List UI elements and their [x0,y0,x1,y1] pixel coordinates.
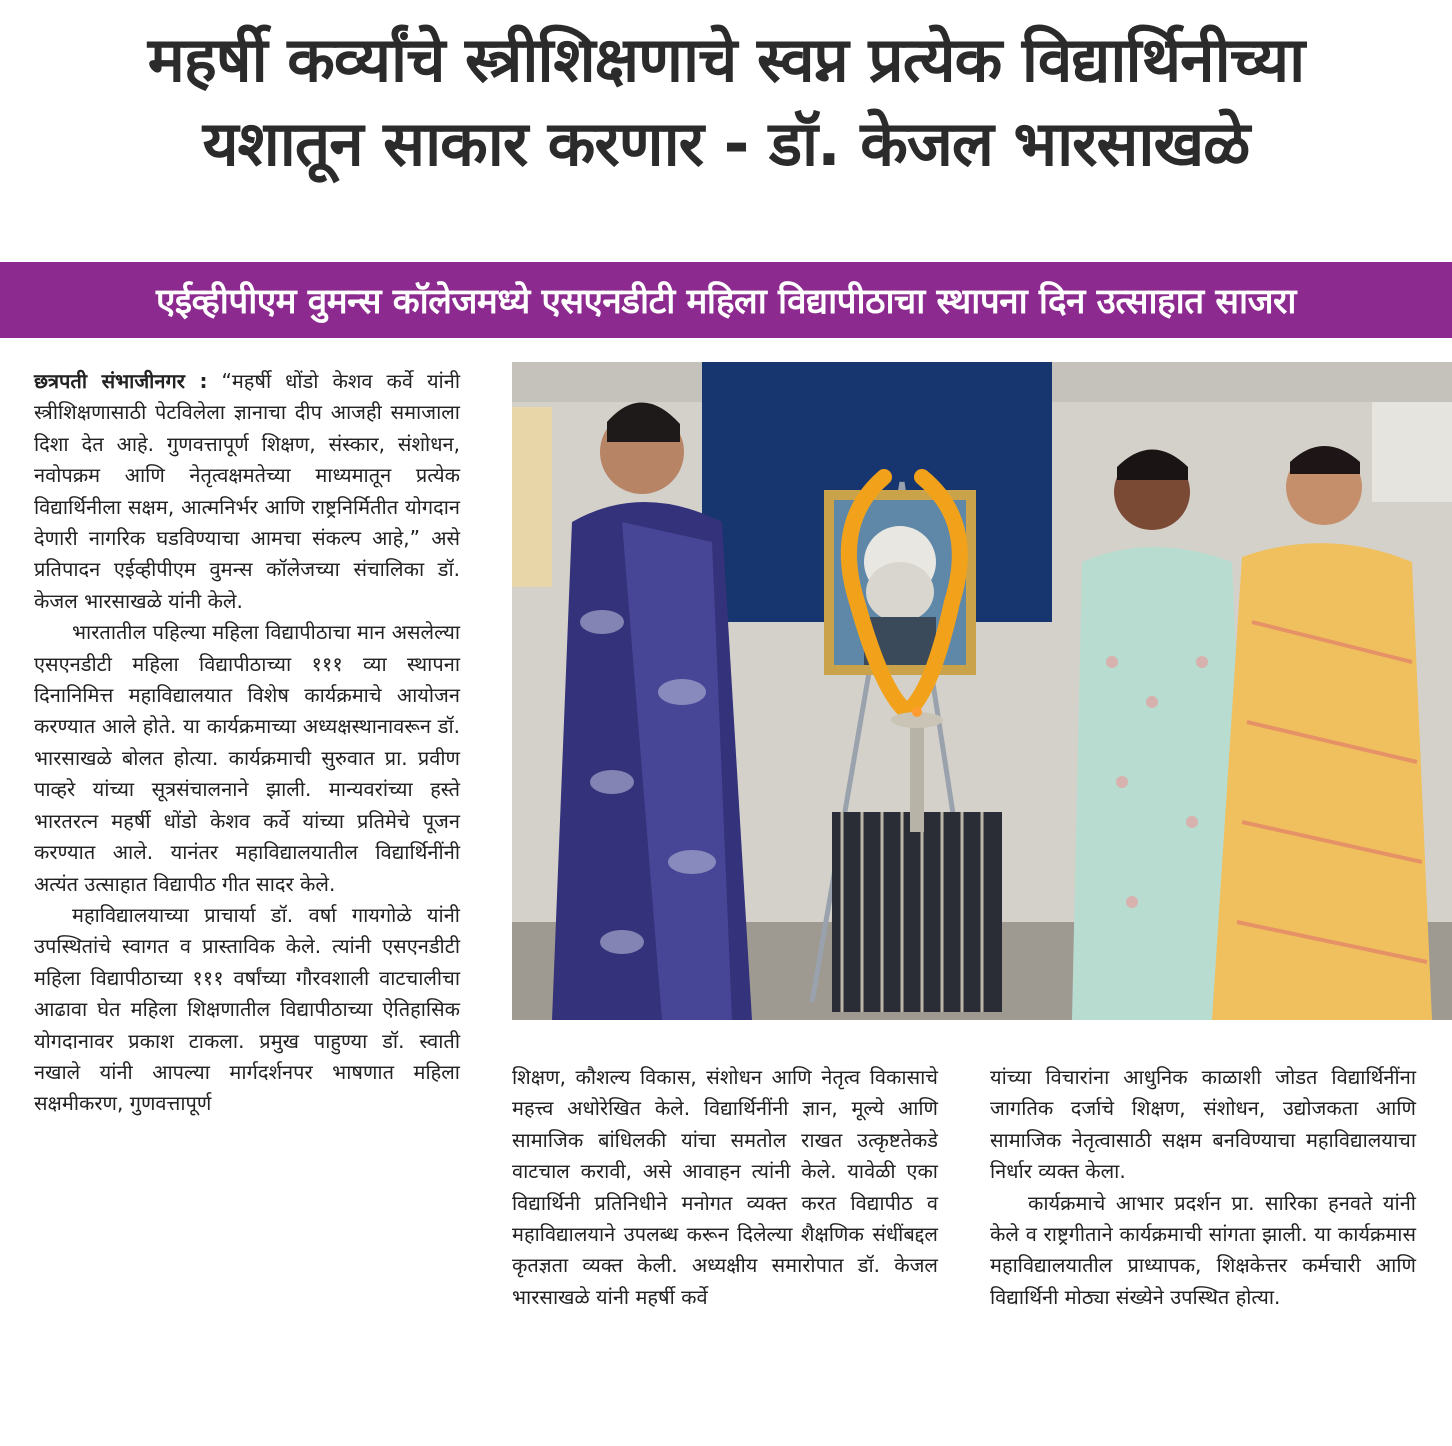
event-photo-illustration [512,362,1452,1020]
subheadline-text: एईव्हीपीएम वुमन्स कॉलेजमध्ये एसएनडीटी महिला विद्यापीठाचा स्थापना दिन उत्साहात साजरा [156,281,1296,322]
article-paragraph: भारतातील पहिल्या महिला विद्यापीठाचा मान असलेल्या एसएनडीटी महिला विद्यापीठाच्या १११ व्या स्थापना दिनानिमित्त महाविद्यालयात विशेष कार्यक्रमाचे आयोजन करण्यात आले होते. या कार्यक्रमाच्या अध्यक्षस्थानावरून डॉ. भारसाखळे बोलत होत्या. कार्यक्रमाची सुरुवात प्रा. प्रवीण पाव्हरे यांच्या सूत्रसंचालनाने झाली. मान्यवरांच्या हस्ते भारतरत्न महर्षी धोंडो केशव कर्वे यांच्या प्रतिमेचे पूजन करण्यात आले. यानंतर महाविद्यालयातील विद्यार्थिनींनी अत्यंत उत्साहात विद्यापीठ गीत सादर केले. [34,620,460,896]
headline-line-1: महर्षी कर्व्यांचे स्त्रीशिक्षणाचे स्वप्न प्रत्येक विद्यार्थिनीच्या [147,23,1305,96]
article-paragraph: महाविद्यालयाच्या प्राचार्या डॉ. वर्षा गायगोळे यांनी उपस्थितांचे स्वागत व प्रास्ताविक केले. त्यांनी एसएनडीटी महिला विद्यापीठाच्या १११ वर्षांच्या गौरवशाली वाटचालीचा आढावा घेत महिला शिक्षणातील विद्यापीठाच्या ऐतिहासिक योगदानावर प्रकाश टाकला. प्रमुख पाहुण्या डॉ. स्वाती नखाले यांनी आपल्या मार्गदर्शनपर भाषणात महिला सक्षमीकरण, गुणवत्तापूर्ण [34,902,460,1116]
subheadline-banner [0,262,1452,338]
article-paragraph [34,366,460,617]
headline-line-2: यशातून साकार करणार - डॉ. केजल भारसाखळे [202,107,1250,180]
article-column-1 [34,366,460,1120]
article-paragraph: यांच्या विचारांना आधुनिक काळाशी जोडत विद्यार्थिनींना जागतिक दर्जाचे शिक्षण, संशोधन, उद्योजकता आणि सामाजिक नेतृत्वासाठी सक्षम बनविण्याचा महाविद्यालयाचा निर्धार व्यक्त केला. [990,1065,1416,1184]
article-paragraph: कार्यक्रमाचे आभार प्रदर्शन प्रा. सारिका हनवते यांनी केले व राष्ट्रगीताने कार्यक्रमाची सांगता झाली. या कार्यक्रमास महाविद्यालयातील प्राध्यापक, शिक्षकेत्तर कर्मचारी आणि विद्यार्थिनी मोठ्या संख्येने उपस्थित होत्या. [990,1190,1416,1309]
dateline: छत्रपती संभाजीनगर : [34,369,208,393]
headline [0,18,1452,186]
article-column-3 [990,1062,1416,1313]
event-photo [512,362,1452,1020]
article-column-2 [512,1062,938,1313]
article-paragraph: शिक्षण, कौशल्य विकास, संशोधन आणि नेतृत्व विकासाचे महत्त्व अधोरेखित केले. विद्यार्थिनींनी ज्ञान, मूल्ये आणि सामाजिक बांधिलकी यांचा समतोल राखत उत्कृष्टतेकडे वाटचाल करावी, असे आवाहन त्यांनी केले. यावेळी एका विद्यार्थिनी प्रतिनिधीने मनोगत व्यक्त करत विद्यापीठ व महाविद्यालयाने उपलब्ध करून दिलेल्या शैक्षणिक संधींबद्दल कृतज्ञता व्यक्त केली. अध्यक्षीय समारोपात डॉ. केजल भारसाखळे यांनी महर्षी कर्वे [512,1065,938,1309]
paragraph-text: “महर्षी धोंडो केशव कर्वे यांनी स्त्रीशिक्षणासाठी पेटविलेला ज्ञानाचा दीप आजही समाजाला दिशा देत आहे. गुणवत्तापूर्ण शिक्षण, संस्कार, संशोधन, नवोपक्रम आणि नेतृत्वक्षमतेच्या माध्यमातून प्रत्येक विद्यार्थिनीला सक्षम, आत्मनिर्भर आणि राष्ट्रनिर्मितीत योगदान देणारी नागरिक घडविण्याचा आमचा संकल्प आहे,” असे प्रतिपादन एईव्हीपीएम वुमन्स कॉलेजच्या संचालिका डॉ. केजल भारसाखळे यांनी केले. [34,369,461,613]
